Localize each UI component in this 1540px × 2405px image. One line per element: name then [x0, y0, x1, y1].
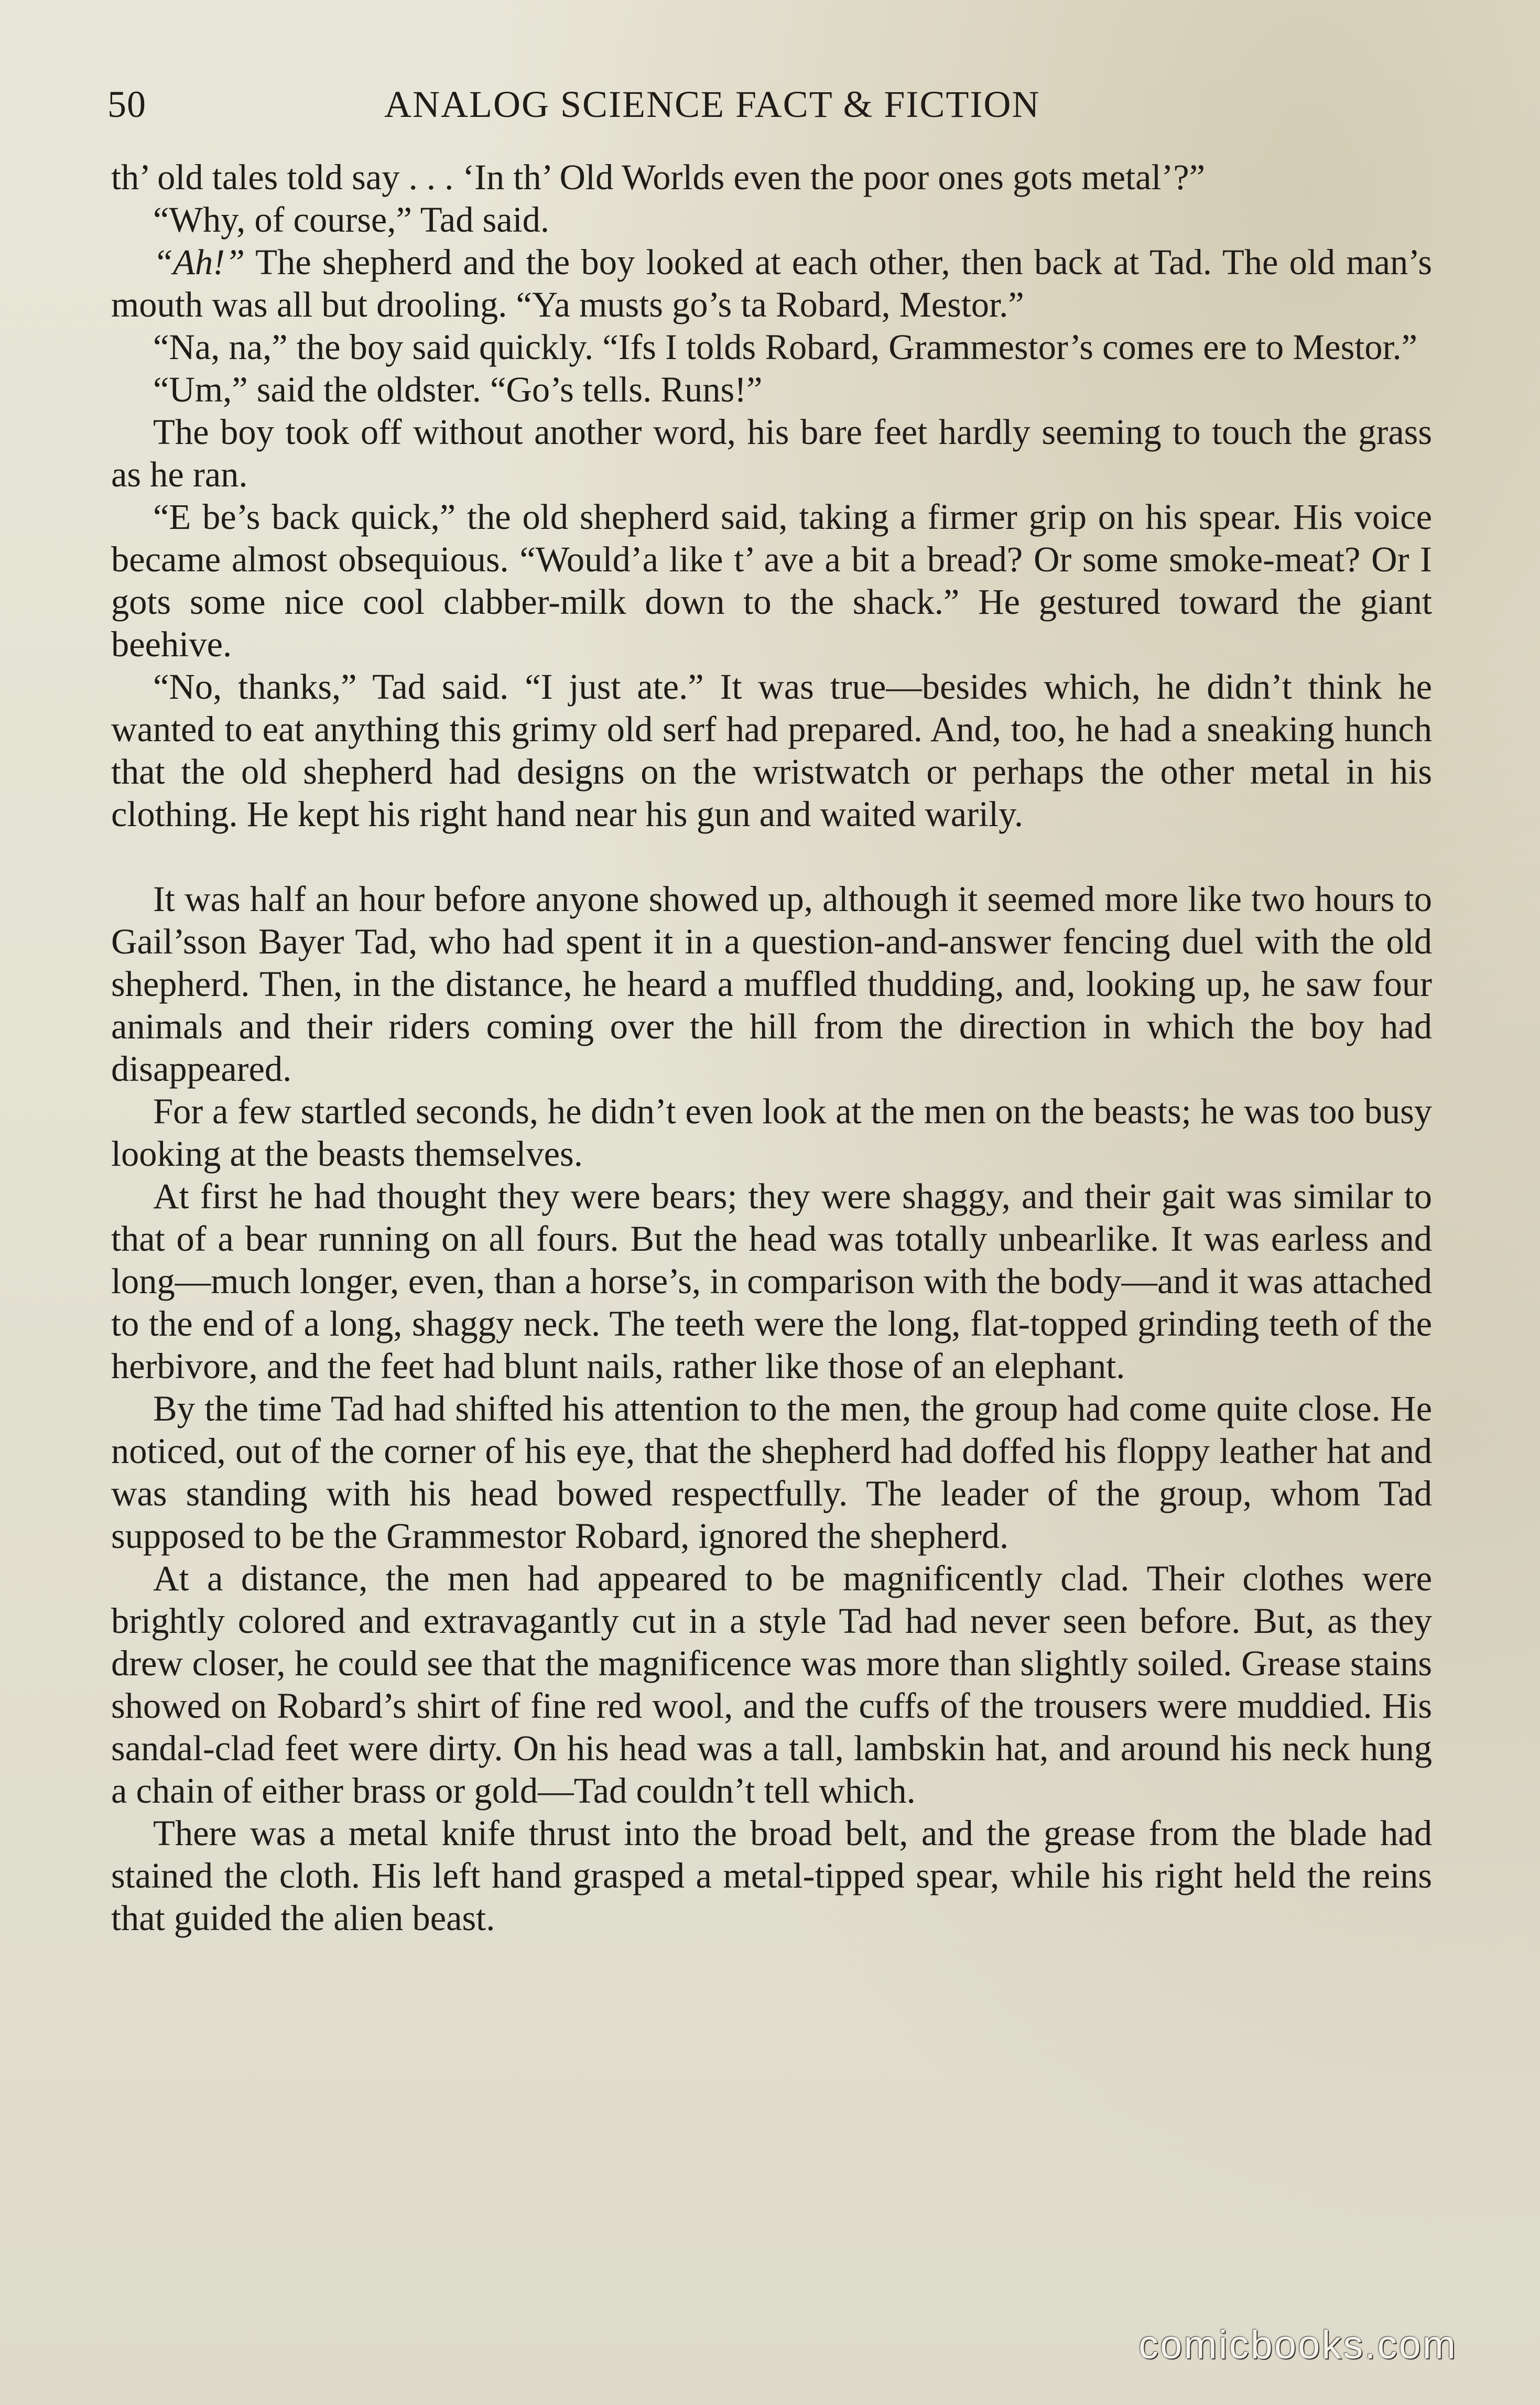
paragraph-text: “Um,” said the oldster. “Go’s tells. Runs!” — [153, 370, 763, 409]
paragraph-text: The shepherd and the boy looked at each other, then back at Tad. The old man’s mouth was all but drooling. “Ya musts go’s ta Robard, Mestor.” — [111, 242, 1432, 324]
paragraph — [111, 369, 1432, 411]
paragraph — [111, 496, 1432, 666]
paragraph — [111, 878, 1432, 1090]
paragraph-text: “E be’s back quick,” the old shepherd said, taking a firmer grip on his spear. His voice became almost obsequious. “Would’a like t’ ave a bit a bread? Or some smoke-meat? Or I gots some nice cool clabber-milk down to the shack.” He gestured toward the giant beehive. — [111, 497, 1432, 664]
paragraph-text: At a distance, the men had appeared to be magnificently clad. Their clothes were brightly colored and extravagantly cut in a style Tad had never seen before. But, as they drew closer, he could see that the magnificence was more than slightly soiled. Grease stains showed on Robard’s shirt of fine red wool, and the cuffs of the trousers were muddied. His sandal-clad feet were dirty. On his head was a tall, lambskin hat, and around his neck hung a chain of either brass or gold—Tad couldn’t tell which. — [111, 1558, 1432, 1811]
paragraph-text: “No, thanks,” Tad said. “I just ate.” It was true—besides which, he didn’t think he wanted to eat anything this grimy old serf had prepared. And, too, he had a sneaking hunch that the old shepherd had designs on the wristwatch or perhaps the other metal in his clothing. He kept his right hand near his gun and waited warily. — [111, 667, 1432, 834]
paragraph — [111, 1557, 1432, 1812]
paragraph — [111, 156, 1432, 199]
paragraph — [111, 1175, 1432, 1388]
paragraph-text: By the time Tad had shifted his attention to the men, the group had come quite close. He noticed, out of the corner of his eye, that the shepherd had doffed his floppy leather hat and was standing with his head bowed respectfully. The leader of the group, whom Tad supposed to be the Grammestor Robard, ignored the shepherd. — [111, 1389, 1432, 1556]
italic-exclamation: “Ah!” — [153, 242, 245, 282]
paragraph-text: “Why, of course,” Tad said. — [153, 200, 550, 240]
watermark: comicbooks.com — [1138, 2323, 1457, 2367]
page-header — [107, 83, 1428, 135]
paragraph-text: th’ old tales told say . . . ‘In th’ Old Worlds even the poor ones gots metal’?” — [111, 157, 1206, 197]
paragraph — [111, 1090, 1432, 1175]
paragraph — [111, 241, 1432, 326]
paragraph — [111, 1388, 1432, 1557]
paragraph-text: The boy took off without another word, his bare feet hardly seeming to touch the grass as he ran. — [111, 412, 1432, 494]
paragraph-text: There was a metal knife thrust into the broad belt, and the grease from the blade had stained the cloth. His left hand grasped a metal-tipped spear, while his right held the reins that guided the alien beast. — [111, 1813, 1432, 1938]
story-text — [111, 156, 1432, 1940]
paragraph-text: At first he had thought they were bears; they were shaggy, and their gait was similar to that of a bear running on all fours. But the head was totally unbearlike. It was earless and long—much longer, even, than a horse’s, in comparison with the body—and it was attached to the end of a long, shaggy neck. The teeth were the long, flat-topped grinding teeth of the herbivore, and the feet had blunt nails, rather like those of an elephant. — [111, 1176, 1432, 1386]
paragraph — [111, 666, 1432, 836]
paragraph — [111, 411, 1432, 496]
paragraph — [111, 1812, 1432, 1940]
paragraph-text: For a few startled seconds, he didn’t even look at the men on the beasts; he was too busy looking at the beasts themselves. — [111, 1091, 1432, 1174]
paragraph-text: It was half an hour before anyone showed up, although it seemed more like two hours to Gail’sson Bayer Tad, who had spent it in a question-and-answer fencing duel with the old shepherd. Then, in the distance, he heard a muffled thudding, and, looking up, he saw four animals and their riders coming over the hill from the direction in which the boy had disappeared. — [111, 879, 1432, 1089]
page-number: 50 — [107, 83, 146, 125]
running-head: ANALOG SCIENCE FACT & FICTION — [384, 83, 1040, 125]
paragraph — [111, 326, 1432, 369]
paragraph — [111, 199, 1432, 241]
paragraph-text: “Na, na,” the boy said quickly. “Ifs I tolds Robard, Grammestor’s comes ere to Mestor.” — [153, 327, 1418, 367]
